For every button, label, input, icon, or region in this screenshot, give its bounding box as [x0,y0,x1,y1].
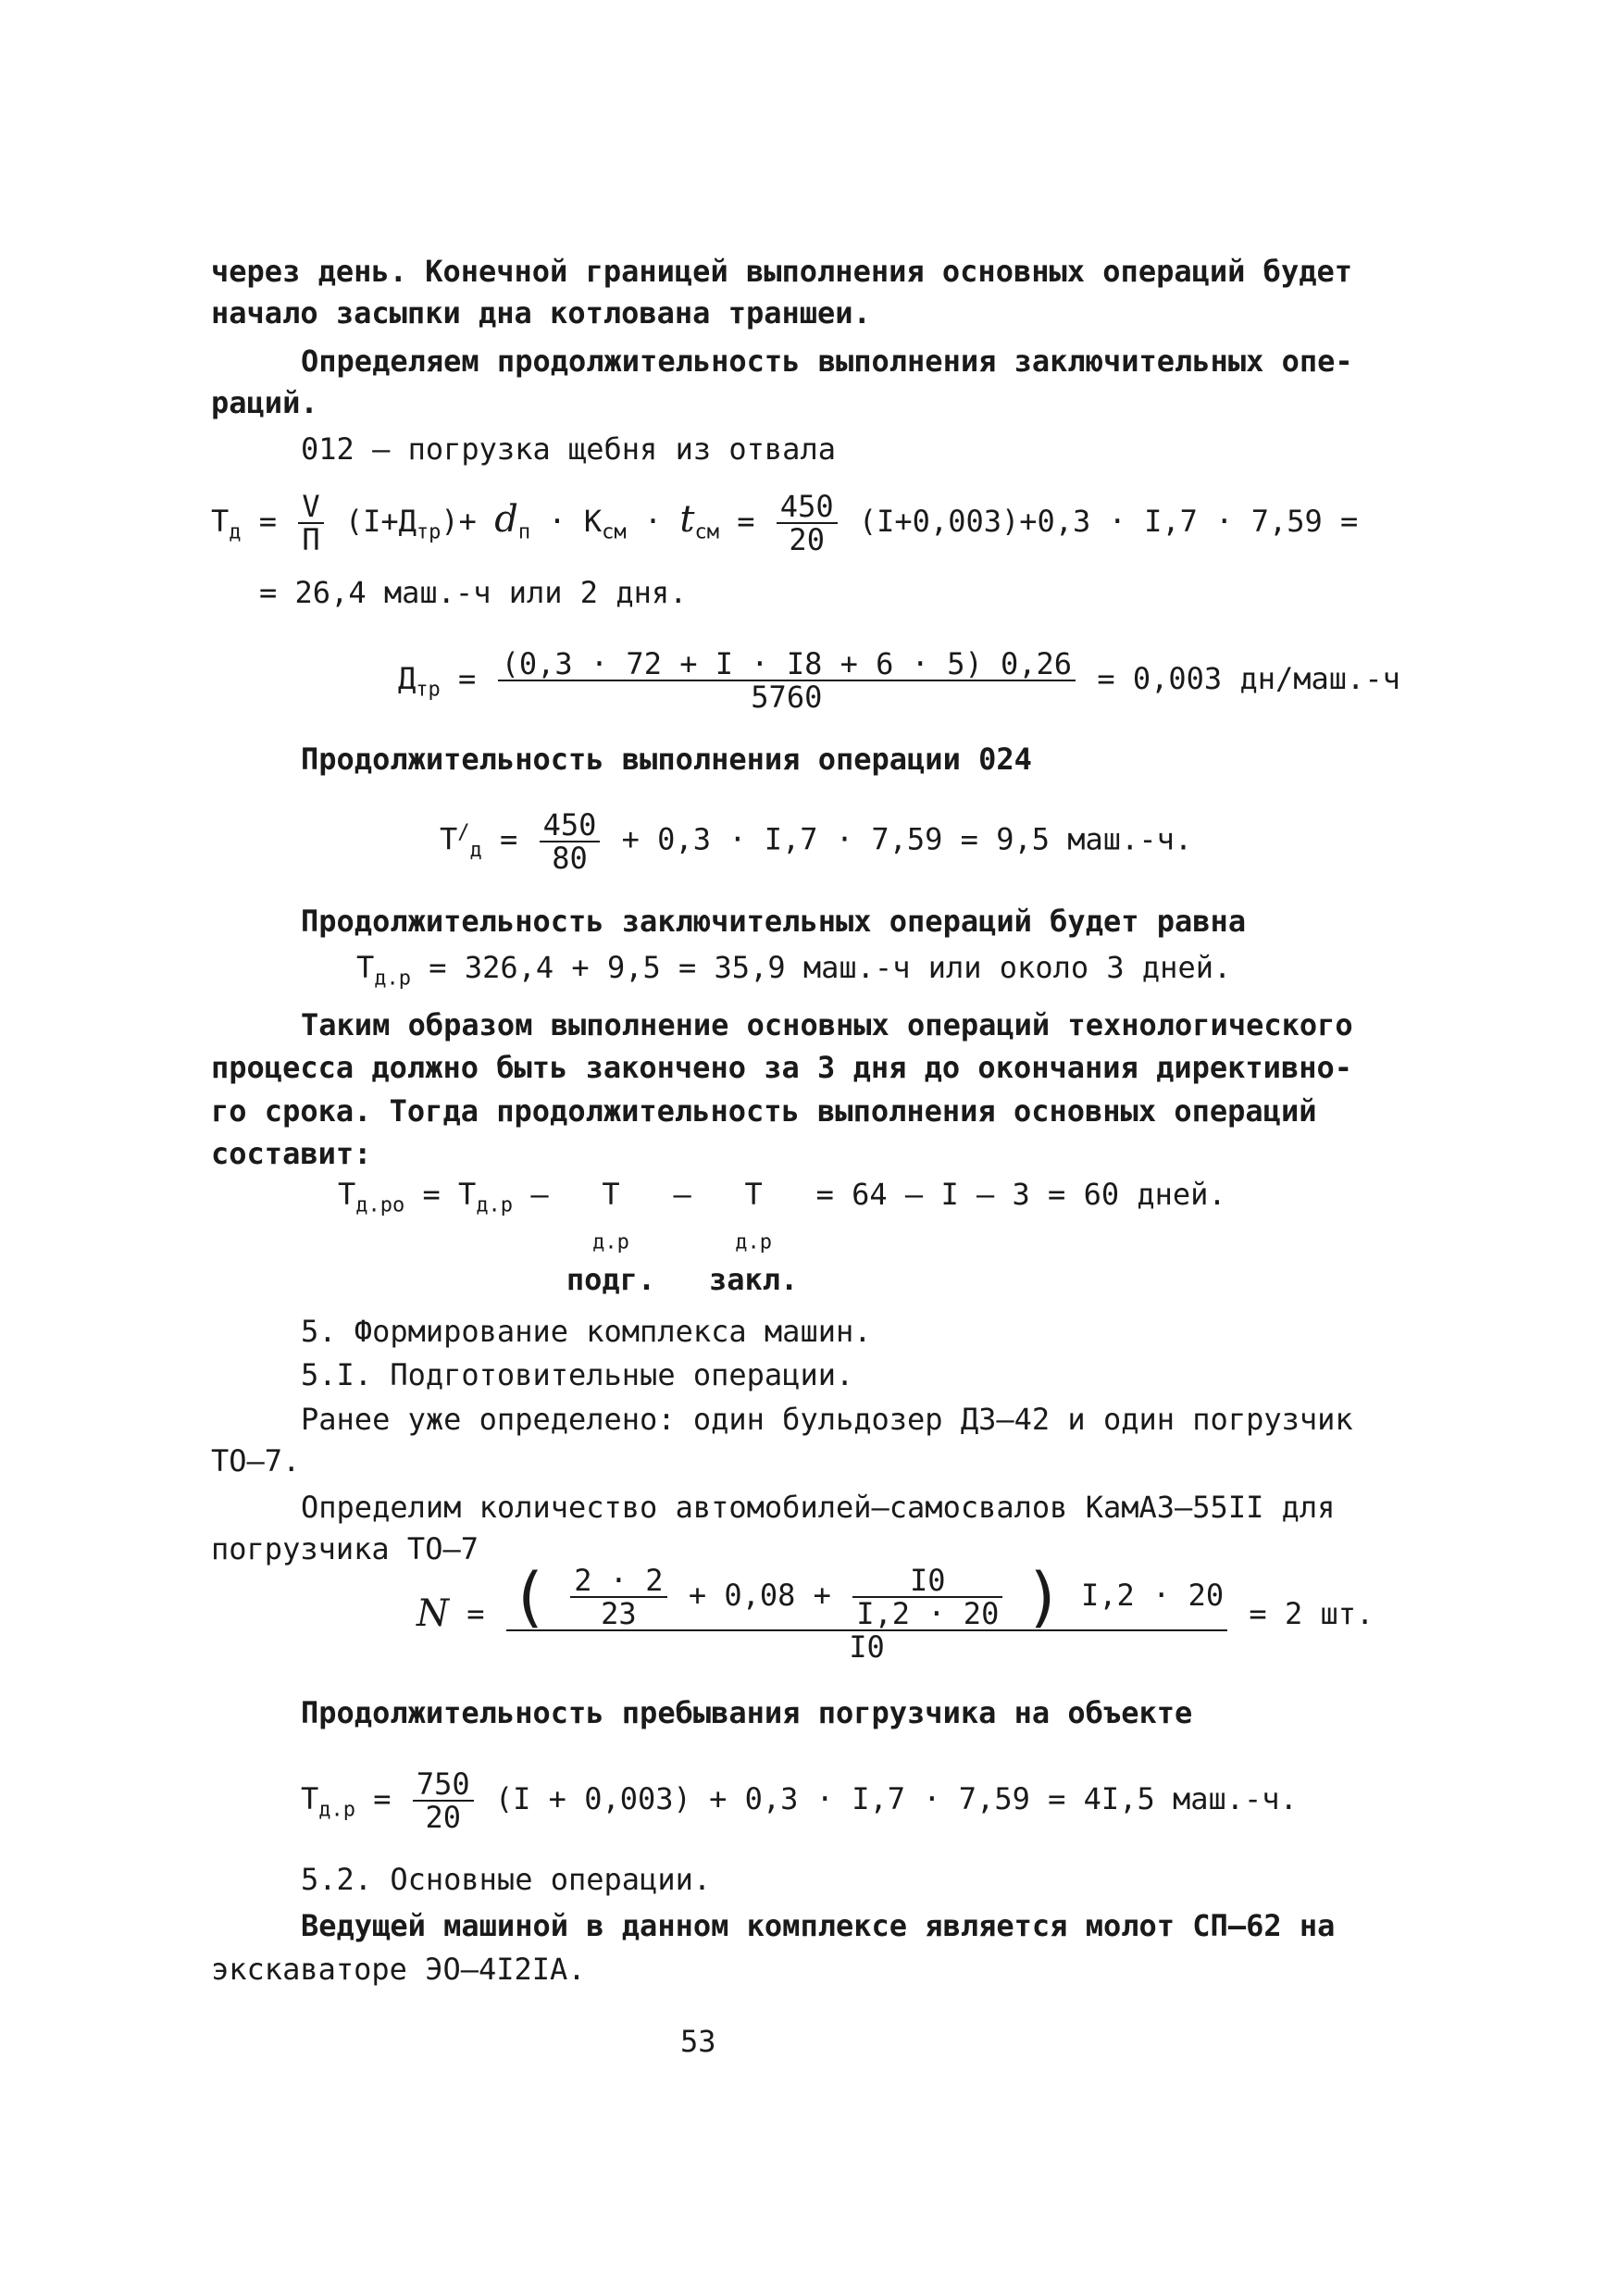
formula-tdr: $Т_{д.р} = 326,4 + 9,5 = 35,9$ маш.-ч или около 3 дней. [356,950,1232,991]
text-line: экскаваторе ЭО–4I2IА. [211,1952,586,1987]
text-line: начало засыпки дна котлована траншеи. [211,295,871,331]
text-line: ТО–7. [211,1443,301,1479]
section-heading: 5.2. Основные операции. [301,1862,712,1897]
formula-n: N = ( $\frac{2 \cdot 2}{23}$ + 0,08 + $\frac{I0}{I,2 \cdot 20}$ ) I,2 · 20 I0 = 2 шт. [417,1559,1374,1665]
text-line: Продолжительность заключительных операций будет равна [301,904,1247,939]
text-line: погрузчика ТО–7 [211,1531,479,1566]
text-line: через день. Конечной границей выполнения основных операций будет [211,254,1352,289]
text-line: раций. [211,385,318,420]
text-line: Ведущей машиной в данном комплексе является молот СП–62 на [301,1908,1336,1943]
formula-td-prime: $Т^/_д$ = $\frac{450}{80}$ + 0,3 · I,7 · 7,59 = 9,5 маш.-ч. [440,806,1193,876]
text-line: Таким образом выполнение основных операций технологического [301,1007,1353,1042]
text-line: Продолжительность пребывания погрузчика на объекте [301,1695,1193,1730]
text-line: го срока. Тогда продолжительность выполнения основных операций [211,1093,1317,1129]
formula-tdro: $Т_{д.ро} = Т_{д.р}$ – Т $_{д.р}$ подг. – Т $_{д.р}$ закл. = 64 – I – 3 = 60 дней. [338,1177,1226,1298]
text-line: процесса должно быть закончено за 3 дня до окончания директивно- [211,1050,1352,1085]
formula-dtr: $Д_{тр}$ = $\frac{(0,3 \cdot 72 + I \cdot I8 + 6 \cdot 5) 0,26}{5760}$ = 0,003 дн/маш.-ч [398,646,1400,715]
text-line: Определим количество автомобилей–самосвалов КамАЗ–55II для [301,1490,1336,1525]
formula-td: $Т_д$ = $\frac{V}{П}$ $(I+Д_{тр})+ d_п \cdot К_{см} \cdot t_{см}$ = $\frac{450}{20}$ (I+0,003)+0,3 · I,7 · 7,59 = [211,489,1359,557]
text-line: Продолжительность выполнения операции 024 [301,742,1032,777]
text-line: Ранее уже определено: один бульдозер ДЗ–42 и один погрузчик [301,1402,1353,1437]
operation-heading: 012 – погрузка щебня из отвала [301,431,836,467]
page-number: 53 [680,2024,716,2059]
section-heading: 5.I. Подготовительные операции. [301,1357,854,1392]
formula-result: = 26,4 маш.-ч или 2 дня. [259,575,688,610]
text-line: составит: [211,1136,372,1171]
formula-tdr-loader: $Т_{д.р}$ = $\frac{750}{20}$ (I + 0,003) + 0,3 · I,7 · 7,59 = 4I,5 маш.-ч. [301,1766,1298,1835]
section-heading: 5. Формирование комплекса машин. [301,1314,872,1349]
text-line: Определяем продолжительность выполнения заключительных опе- [301,343,1353,379]
